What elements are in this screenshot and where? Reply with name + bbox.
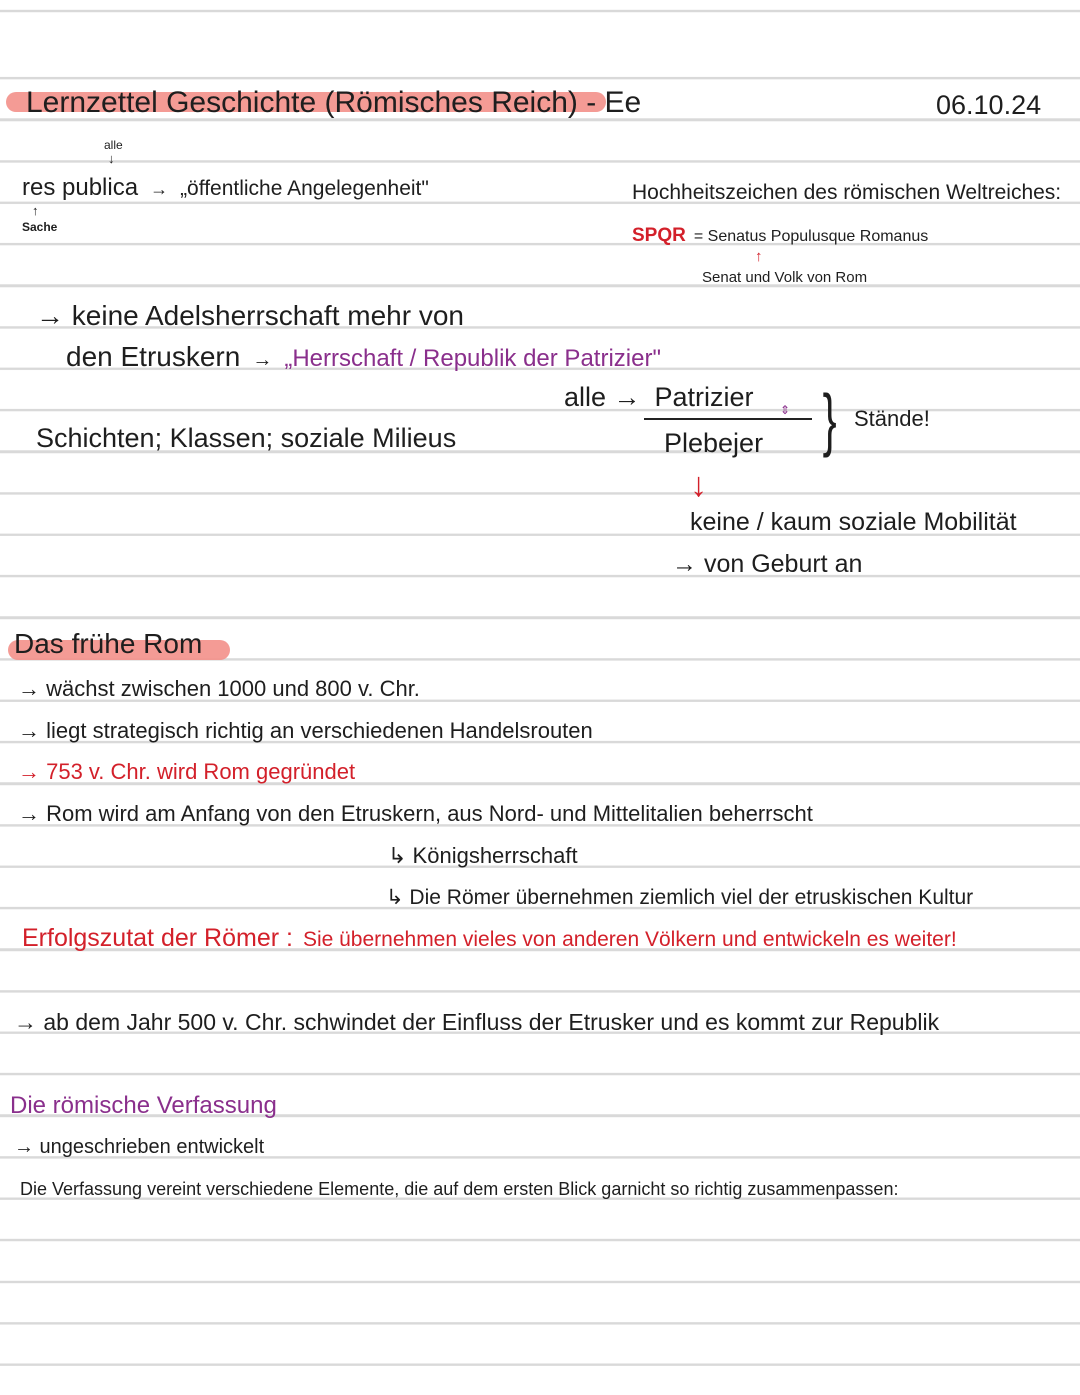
patrizier: Patrizier: [654, 382, 754, 412]
plebejer: Plebejer: [664, 428, 764, 458]
swap-arrows-icon: ⇕: [780, 403, 791, 417]
res-publica-meaning: „öffentliche Angelegenheit": [180, 177, 429, 200]
adel-line-2-row: [66, 343, 661, 371]
sub-item: ↳ Die Römer übernehmen ziemlich viel der etruskischen Kultur: [386, 886, 974, 909]
curly-brace-icon: }: [822, 380, 837, 458]
list-item: → liegt strategisch richtig an verschiedenen Handelsrouten: [18, 718, 593, 743]
adel-result: „Herrschaft / Republik der Patrizier": [284, 345, 661, 372]
erfolg-text: Sie übernehmen vieles von anderen Völkern und entwickeln es weiter!: [302, 928, 957, 951]
mobilitaet: keine / kaum soziale Mobilität: [690, 508, 1017, 536]
arrow-down-icon: ↓: [690, 466, 707, 504]
annotation-sache: Sache: [22, 220, 58, 234]
sub-item: ↳ Königsherrschaft: [388, 843, 578, 868]
spqr-full: = Senatus Populusque Romanus: [693, 228, 929, 245]
symbol-heading: Hochheitszeichen des römischen Weltreiches:: [632, 181, 1062, 204]
staende-top-row: [564, 384, 754, 411]
arrow-up-icon: ↑: [32, 203, 39, 218]
arrow-icon: →: [150, 179, 169, 199]
schichten: Schichten; Klassen; soziale Milieus: [36, 423, 457, 453]
erfolg-label: Erfolgszutat der Römer :: [22, 924, 293, 952]
date: 06.10.24: [936, 90, 1042, 120]
res-publica: res publica: [22, 174, 139, 201]
adel-line-2: den Etruskern: [66, 341, 241, 372]
page-title: Lernzettel Geschichte (Römisches Reich) - Ee: [26, 86, 642, 119]
list-item: → wächst zwischen 1000 und 800 v. Chr.: [18, 676, 420, 701]
staende-label: Stände!: [854, 406, 930, 431]
list-item: → 753 v. Chr. wird Rom gegründet: [18, 759, 356, 784]
spqr: SPQR: [632, 225, 686, 246]
arrow-up-icon: ↑: [755, 248, 763, 265]
spqr-translation: Senat und Volk von Rom: [702, 269, 868, 286]
section-heading-verfassung: Die römische Verfassung: [10, 1092, 277, 1119]
von-geburt: → von Geburt an: [672, 550, 863, 578]
section-heading-fruehe-rom: Das frühe Rom: [14, 628, 203, 659]
arrow-down-icon: ↓: [108, 151, 115, 166]
adel-line-1: → keine Adelsherrschaft mehr von: [36, 300, 464, 331]
erfolg-row: [22, 926, 957, 951]
list-item: → Rom wird am Anfang von den Etruskern, aus Nord- und Mittelitalien beherrscht: [18, 801, 813, 826]
annotation-alle: alle: [104, 138, 123, 152]
staende-alle: alle →: [564, 382, 641, 412]
verfassung-line-1: → ungeschrieben entwickelt: [14, 1136, 265, 1158]
res-publica-row: [22, 176, 429, 200]
spqr-row: [632, 226, 928, 245]
arrow-icon: →: [252, 349, 273, 371]
republik-text: → ab dem Jahr 500 v. Chr. schwindet der Einfluss der Etrusker und es kommt zur Republik: [14, 1009, 940, 1035]
verfassung-line-2: Die Verfassung vereint verschiedene Elemente, die auf dem ersten Blick garnicht so richtig zusammenpassen:: [20, 1179, 899, 1199]
fraction-line: [644, 418, 812, 420]
